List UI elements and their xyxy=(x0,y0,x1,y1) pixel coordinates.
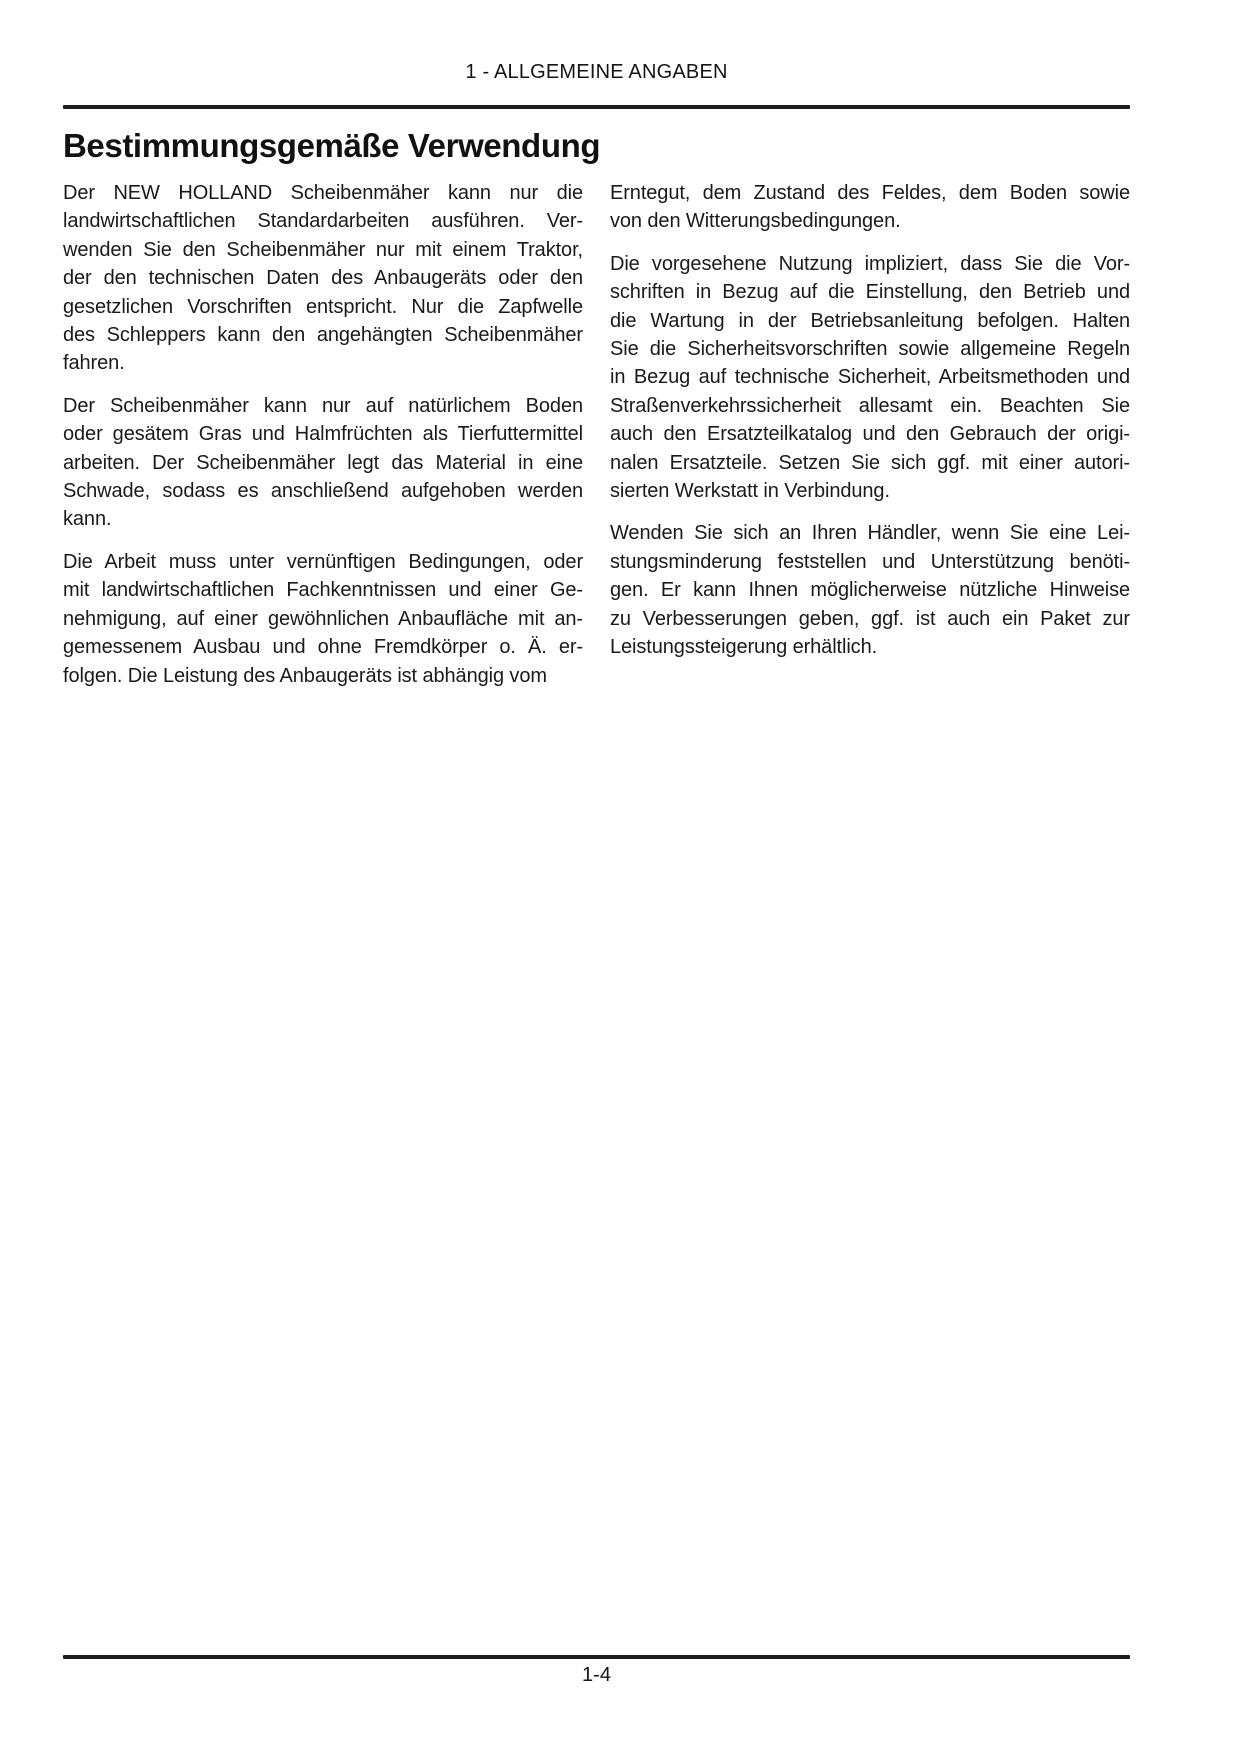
text-line: nalen Ersatzteile. Setzen Sie sich ggf. mit einer autori- xyxy=(610,451,1130,474)
text-line: zu Verbesserungen geben, ggf. ist auch ein Paket zur xyxy=(610,607,1130,630)
text-line: Die vorgesehene Nutzung impliziert, dass Sie die Vor- xyxy=(610,252,1130,275)
paragraph xyxy=(63,392,583,534)
text-line: auch den Ersatzteilkatalog und den Gebrauch der origi- xyxy=(610,423,1130,446)
page-number: 1-4 xyxy=(582,1664,611,1686)
text-line: Schwade, sodass es anschließend aufgehoben werden xyxy=(63,480,583,503)
page-footer xyxy=(63,1655,1130,1687)
page-title: Bestimmungsgemäße Verwendung xyxy=(63,127,601,164)
text-line: Straßenverkehrssicherheit allesamt ein. Beachten Sie xyxy=(610,394,1130,417)
text-line: der den technischen Daten des Anbaugeräts oder den xyxy=(63,267,583,290)
text-line: Der Scheibenmäher kann nur auf natürlichem Boden xyxy=(63,394,583,417)
footer-divider xyxy=(63,1655,1130,1659)
text-line: landwirtschaftlichen Standardarbeiten ausführen. Ver- xyxy=(63,210,583,233)
text-line: stungsminderung feststellen und Unterstützung benöti- xyxy=(610,550,1130,573)
text-line: Sie die Sicherheitsvorschriften sowie allgemeine Regeln xyxy=(610,338,1130,361)
text-line: fahren. xyxy=(63,352,125,375)
text-line: Der NEW HOLLAND Scheibenmäher kann nur die xyxy=(63,182,583,204)
text-line: arbeiten. Der Scheibenmäher legt das Material in eine xyxy=(63,451,583,474)
text-line: mit landwirtschaftlichen Fachkenntnissen und einer Ge- xyxy=(63,579,583,602)
header-divider xyxy=(63,105,1130,109)
text-line: sierten Werkstatt in Verbindung. xyxy=(610,480,890,503)
text-line: oder gesätem Gras und Halmfrüchten als Tierfuttermittel xyxy=(63,423,583,446)
text-line: gemessenem Ausbau und ohne Fremdkörper o. Ä. er- xyxy=(63,636,583,659)
column-right xyxy=(610,179,1130,704)
text-line: wenden Sie den Scheibenmäher nur mit einem Traktor, xyxy=(63,238,583,261)
paragraph xyxy=(63,179,583,378)
text-line: Wenden Sie sich an Ihren Händler, wenn Sie eine Lei- xyxy=(610,522,1130,545)
text-line: die Wartung in der Betriebsanleitung befolgen. Halten xyxy=(610,309,1130,332)
text-line: schriften in Bezug auf die Einstellung, den Betrieb und xyxy=(610,281,1130,304)
text-line: Erntegut, dem Zustand des Feldes, dem Boden sowie xyxy=(610,182,1130,204)
page-content xyxy=(63,0,1130,704)
text-line: von den Witterungsbedingungen. xyxy=(610,210,901,233)
paragraph xyxy=(610,179,1130,236)
text-line: Die Arbeit muss unter vernünftigen Bedingungen, oder xyxy=(63,550,583,573)
text-line: nehmigung, auf einer gewöhnlichen Anbaufläche mit an- xyxy=(63,607,583,630)
paragraph xyxy=(63,548,583,690)
text-line: in Bezug auf technische Sicherheit, Arbeitsmethoden und xyxy=(610,366,1130,389)
text-line: des Schleppers kann den angehängten Scheibenmäher xyxy=(63,324,583,347)
column-left xyxy=(63,179,583,704)
paragraph xyxy=(610,519,1130,661)
text-columns xyxy=(63,179,1130,704)
text-line: Leistungssteigerung erhältlich. xyxy=(610,636,878,659)
text-line: folgen. Die Leistung des Anbaugeräts ist abhängig vom xyxy=(63,664,547,687)
text-line: gen. Er kann Ihnen möglicherweise nützliche Hinweise xyxy=(610,579,1130,602)
page-header: 1 - ALLGEMEINE ANGABEN xyxy=(465,61,728,83)
text-line: kann. xyxy=(63,508,112,531)
paragraph xyxy=(610,250,1130,506)
text-line: gesetzlichen Vorschriften entspricht. Nur die Zapfwelle xyxy=(63,295,583,318)
